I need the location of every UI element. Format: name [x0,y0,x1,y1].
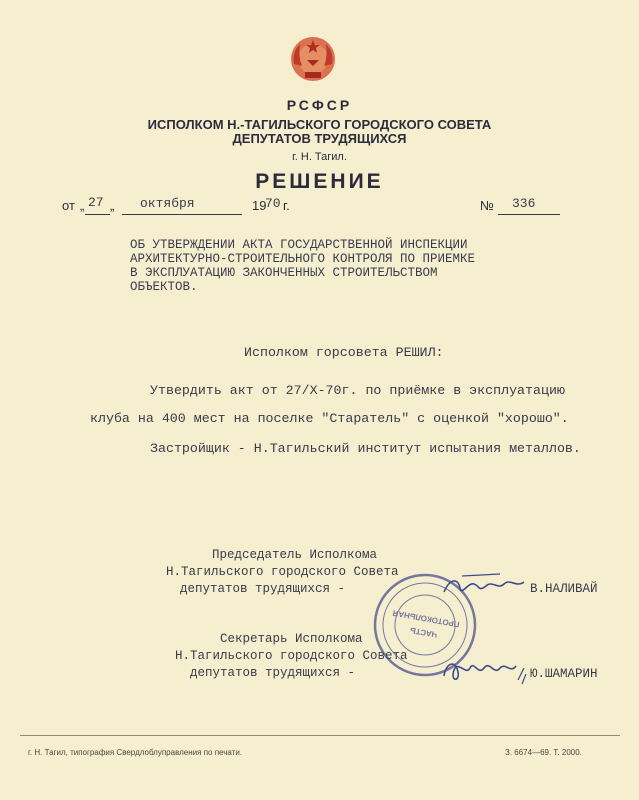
chairman-name: В.НАЛИВАЙ [530,582,598,596]
secretary-signature [440,654,532,688]
number-underline [498,214,560,215]
subject-line: ОБ УТВЕРЖДЕНИИ АКТА ГОСУДАРСТВЕННОЙ ИНСПЕКЦИИ [130,238,468,252]
date-month: октября [140,196,195,211]
document-number: 336 [512,196,536,211]
organization-line-1: ИСПОЛКОМ Н.-ТАГИЛЬСКОГО ГОРОДСКОГО СОВЕТА [147,117,492,132]
document-page: РСФСР ИСПОЛКОМ Н.-ТАГИЛЬСКОГО ГОРОДСКОГО СОВЕТА ДЕПУТАТОВ ТРУДЯЩИХСЯ г. Н. Тагил. РЕШЕНИЕ от „ 27 „ октября 19 70 г. № 336 ОБ УТВЕРЖДЕНИИ АКТА ГОСУДАРСТВЕННОЙ ИНСПЕКЦИИ АРХИТЕКТУРНО-СТРОИТЕЛЬНОГО КОНТРОЛЯ ПО ПРИЕМКЕ В ЭКСПЛУАТАЦИЮ ЗАКОНЧЕННЫХ СТРОИТЕЛЬСТВОМ ОБЪЕКТОВ. Исполком горсовета РЕШИЛ: Утвердить акт от 27/Х-70г. по приёмке в эксплуатацию клуба на 400 мест на поселке "Старатель" с оценкой "хорошо". Застройщик - Н.Тагильский институт испытания металлов. Председатель Исполкома Н.Тагильского городского Совета депутатов трудящихся - В.НАЛИВАЙ Секретарь Исполкома Н.Тагильского городского Совета депутатов трудящихся - Ю.ШАМАРИН ЧАСТЬ ПРОТОКОЛЬНАЯ г. Н. Тагил, типография Свердлоблуправления по печати. З. 6674—69. Т. 2000. [0,0,639,800]
stamp-text-top: ЧАСТЬ [409,625,438,640]
chairman-title-3: депутатов трудящихся - [180,582,346,596]
rsfsr-emblem-icon [288,34,338,84]
decision-intro: Исполком горсовета РЕШИЛ: [244,345,444,360]
chairman-title-2: Н.Тагильского городского Совета [166,565,399,579]
number-label: № [480,198,494,213]
decision-line-1: Утвердить акт от 27/Х-70г. по приёмке в эксплуатацию [150,383,565,398]
day-underline [85,214,110,215]
date-year-suffix: 70 [265,196,281,211]
date-year-prefix: 19 [252,198,267,213]
organization-line-2: ДЕПУТАТОВ ТРУДЯЩИХСЯ [232,131,407,146]
footer-order-info: З. 6674—69. Т. 2000. [505,748,582,757]
decision-line-2: клуба на 400 мест на поселке "Старатель" с оценкой "хорошо". [90,411,569,426]
date-day: 27 [88,195,104,210]
stamp-text-mid: ПРОТОКОЛЬНАЯ [392,608,461,629]
month-underline [122,214,242,215]
chairman-title-1: Председатель Исполкома [212,548,378,562]
date-year-mark: г. [283,198,290,213]
document-title: РЕШЕНИЕ [255,170,384,193]
secretary-title-3: депутатов трудящихся - [190,666,356,680]
secretary-title-1: Секретарь Исполкома [220,632,363,646]
footer-printer-info: г. Н. Тагил, типография Свердлоблуправления по печати. [28,748,243,757]
city-line: г. Н. Тагил. [292,151,347,163]
subject-line: АРХИТЕКТУРНО-СТРОИТЕЛЬНОГО КОНТРОЛЯ ПО ПРИЕМКЕ [130,252,476,266]
secretary-name: Ю.ШАМАРИН [530,667,598,681]
subject-line: ОБЪЕКТОВ. [130,280,198,294]
subject-line: В ЭКСПЛУАТАЦИЮ ЗАКОНЧЕННЫХ СТРОИТЕЛЬСТВОМ [130,266,438,280]
secretary-title-2: Н.Тагильского городского Совета [175,649,408,663]
decision-line-3: Застройщик - Н.Тагильский институт испытания металлов. [150,441,581,456]
date-prefix: от [62,198,75,213]
subject-block [130,238,570,294]
country-heading: РСФСР [286,97,353,113]
footer-divider [20,735,620,736]
chairman-signature [440,570,530,600]
